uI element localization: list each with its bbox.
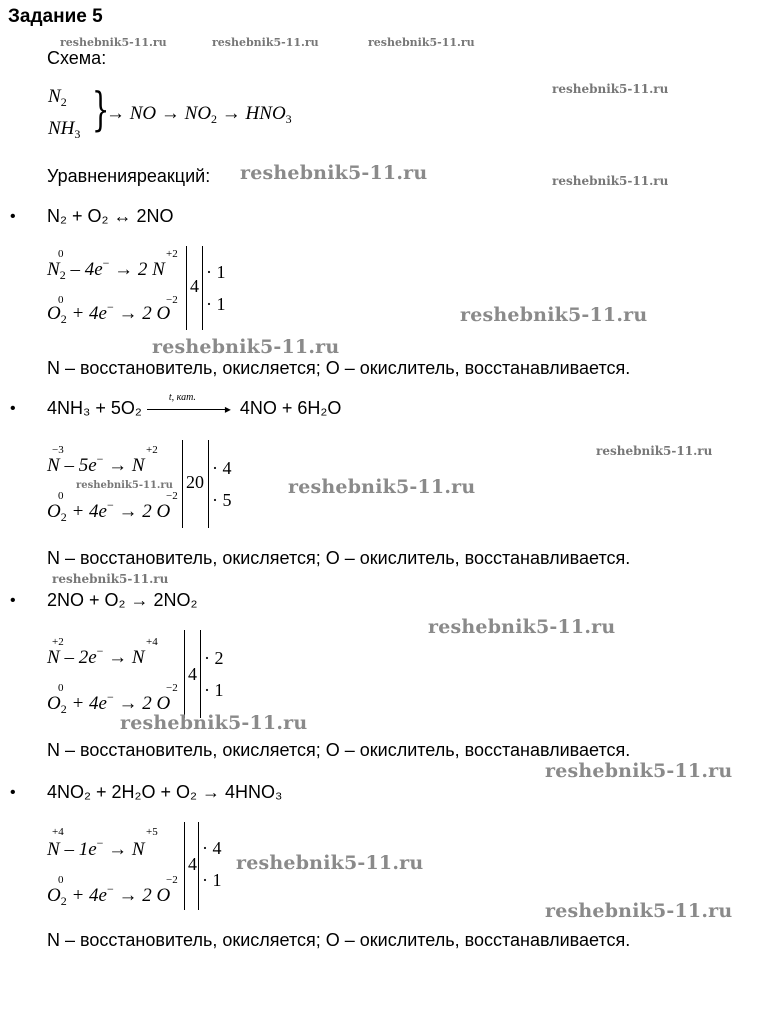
oxidation-state: −2 — [166, 682, 178, 694]
bullet: • — [10, 784, 16, 801]
bullet: • — [10, 400, 16, 417]
coefficient: · 4 — [212, 458, 232, 478]
half-reaction: $O_2 + 4e^- \to 2$ O — [47, 300, 171, 326]
reaction-equation: 4NH₃ + 5O₂ t, кат. ▸ 4NO + 6H₂O — [47, 392, 342, 418]
coefficient: · 1 — [202, 870, 222, 890]
electron-lcm: 20 — [186, 472, 204, 492]
balance-divider — [184, 630, 185, 718]
oxidation-state: 0 — [58, 490, 64, 502]
half-reaction: $N_2 - 4e^- \to 2$ N — [47, 256, 165, 282]
coefficient: · 2 — [204, 648, 224, 668]
conclusion: N – восстановитель, окисляется; O – окислитель, восстанавливается. — [47, 930, 631, 950]
oxidation-state: −2 — [166, 874, 178, 886]
watermark: reshebnik5-11.ru — [240, 162, 428, 184]
conclusion: N – восстановитель, окисляется; O – окислитель, восстанавливается. — [47, 548, 631, 568]
task-title: Задание 5 — [8, 6, 103, 27]
electron-lcm: 4 — [188, 664, 197, 684]
oxidation-state: +5 — [146, 826, 158, 838]
oxidation-state: 0 — [58, 294, 64, 306]
scheme-reactant-nh3: $NH_3$ — [48, 118, 81, 141]
oxidation-state: +2 — [52, 636, 64, 648]
half-reaction: $O_2 + 4e^- \to 2$ O — [47, 498, 171, 524]
coefficient: · 1 — [204, 680, 224, 700]
oxidation-state: 0 — [58, 682, 64, 694]
watermark: reshebnik5-11.ru — [236, 852, 424, 874]
oxidation-state: −2 — [166, 490, 178, 502]
oxidation-state: 0 — [58, 248, 64, 260]
scheme-chain: → NO → $NO_2 \to HNO_3$ — [106, 103, 292, 126]
oxidation-state: −3 — [52, 444, 64, 456]
half-reaction: N – 1e− → N — [47, 836, 145, 860]
conclusion: N – восстановитель, окисляется; O – окислитель, восстанавливается. — [47, 358, 631, 378]
watermark: reshebnik5-11.ru — [52, 572, 169, 586]
watermark: reshebnik5-11.ru — [60, 36, 167, 49]
oxidation-state: 0 — [58, 874, 64, 886]
reaction-equation: N₂ + O₂ ↔ 2NO — [47, 206, 174, 226]
coefficient: · 1 — [206, 294, 226, 314]
half-reaction: N – 2e− → N — [47, 644, 145, 668]
reaction-equation: 4NO₂ + 2H₂O + O₂ → 4HNO₃ — [47, 782, 283, 802]
watermark: reshebnik5-11.ru — [212, 36, 319, 49]
watermark: reshebnik5-11.ru — [552, 174, 669, 188]
half-reaction: $O_2 + 4e^- \to 2$ O — [47, 882, 171, 908]
half-reaction: N – 5e− → N — [47, 452, 145, 476]
watermark: reshebnik5-11.ru — [428, 616, 616, 638]
watermark: reshebnik5-11.ru — [545, 900, 733, 922]
balance-divider — [182, 440, 183, 528]
equations-label: Уравненияреакций: — [47, 166, 211, 186]
balance-divider — [200, 630, 201, 718]
coefficient: · 5 — [212, 490, 232, 510]
scheme-label: Схема: — [47, 48, 107, 68]
balance-divider — [198, 822, 199, 910]
oxidation-state: +4 — [52, 826, 64, 838]
reaction-condition: t, кат. — [168, 392, 196, 404]
balance-divider — [186, 246, 187, 330]
scheme-brace: } — [91, 82, 110, 136]
bullet: • — [10, 208, 16, 225]
oxidation-state: +4 — [146, 636, 158, 648]
balance-divider — [208, 440, 209, 528]
bullet: • — [10, 592, 16, 609]
coefficient: · 1 — [206, 262, 226, 282]
watermark: reshebnik5-11.ru — [288, 476, 476, 498]
oxidation-state: +2 — [146, 444, 158, 456]
oxidation-state: −2 — [166, 294, 178, 306]
balance-divider — [184, 822, 185, 910]
watermark: reshebnik5-11.ru — [120, 712, 308, 734]
watermark: reshebnik5-11.ru — [76, 480, 173, 491]
scheme-reactant-n2: $N_2$ — [48, 86, 67, 109]
half-reaction: $O_2 + 4e^- \to 2$ O — [47, 690, 171, 716]
watermark: reshebnik5-11.ru — [545, 760, 733, 782]
oxidation-state: +2 — [166, 248, 178, 260]
watermark: reshebnik5-11.ru — [552, 82, 669, 96]
watermark: reshebnik5-11.ru — [152, 336, 340, 358]
balance-divider — [202, 246, 203, 330]
watermark: reshebnik5-11.ru — [596, 444, 713, 458]
electron-lcm: 4 — [188, 854, 197, 874]
watermark: reshebnik5-11.ru — [368, 36, 475, 49]
reaction-equation: 2NO + O₂ → 2NO₂ — [47, 590, 198, 610]
electron-lcm: 4 — [190, 276, 199, 296]
coefficient: · 4 — [202, 838, 222, 858]
watermark: reshebnik5-11.ru — [460, 304, 648, 326]
conclusion: N – восстановитель, окисляется; O – окислитель, восстанавливается. — [47, 740, 631, 760]
